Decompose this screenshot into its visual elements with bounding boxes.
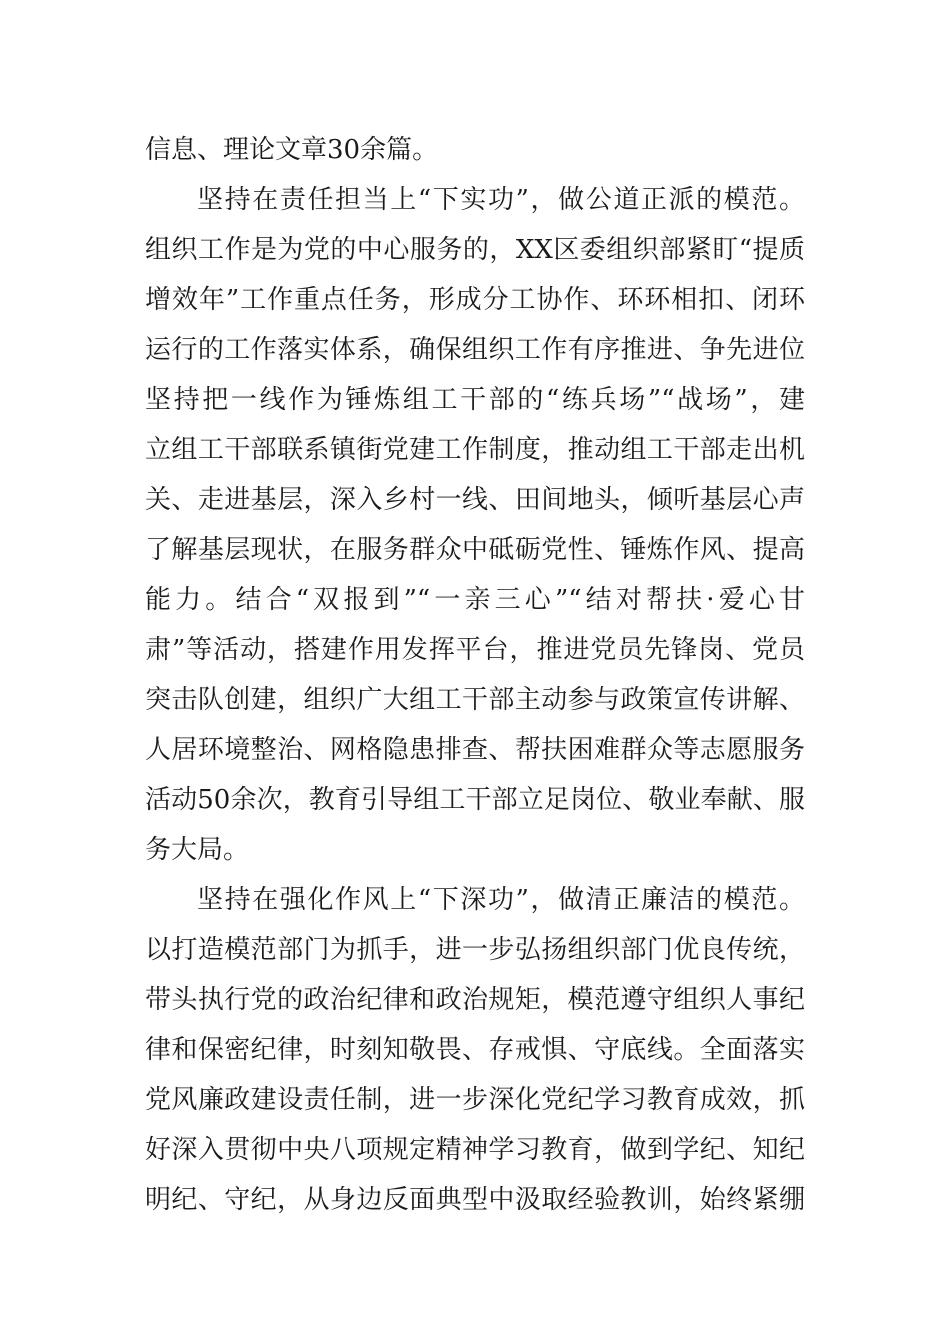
text-line-17: 以打造模范部门为抓手，进一步弘扬组织部门优良传统， [145,935,805,965]
text-line-19: 律和保密纪律，时刻知敬畏、存戒惧、守底线。全面落实 [145,1035,805,1065]
text-line-15: 务大局。 [145,835,250,865]
text-line-21: 好深入贯彻中央八项规定精神学习教育，做到学纪、知纪 [145,1135,805,1165]
text-line-3: 组织工作是为党的中心服务的，XX区委组织部紧盯“提质 [145,235,805,265]
text-line-7: 立组工干部联系镇街党建工作制度，推动组工干部走出机 [145,435,805,465]
text-line-18: 带头执行党的政治纪律和政治规矩，模范遵守组织人事纪 [145,985,805,1015]
text-line-10: 能力。结合“双报到”“一亲三心”“结对帮扶·爱心甘 [145,585,805,615]
text-line-20: 党风廉政建设责任制，进一步深化党纪学习教育成效，抓 [145,1085,805,1115]
paragraph-heading-responsibility: 坚持在责任担当上“下实功”，做公道正派的模范。 [197,185,805,215]
paragraph-heading-style: 坚持在强化作风上“下深功”，做清正廉洁的模范。 [197,885,805,915]
text-line-4: 增效年”工作重点任务，形成分工协作、环环相扣、闭环 [145,285,805,315]
text-line-8: 关、走进基层，深入乡村一线、田间地头，倾听基层心声 [145,485,805,515]
text-line-6: 坚持把一线作为锤炼组工干部的“练兵场”“战场”，建 [145,385,805,415]
text-line-12: 突击队创建，组织广大组工干部主动参与政策宣传讲解、 [145,685,805,715]
text-line-9: 了解基层现状，在服务群众中砥砺党性、锤炼作风、提高 [145,535,805,565]
text-line-13: 人居环境整治、网格隐患排查、帮扶困难群众等志愿服务 [145,735,805,765]
text-line-1: 信息、理论文章30余篇。 [145,135,439,165]
text-line-14: 活动50余次，教育引导组工干部立足岗位、敬业奉献、服 [145,785,805,815]
text-line-5: 运行的工作落实体系，确保组织工作有序推进、争先进位 [145,335,805,365]
text-line-11: 肃”等活动，搭建作用发挥平台，推进党员先锋岗、党员 [145,635,805,665]
text-line-22: 明纪、守纪，从身边反面典型中汲取经验教训，始终紧绷 [145,1185,805,1215]
